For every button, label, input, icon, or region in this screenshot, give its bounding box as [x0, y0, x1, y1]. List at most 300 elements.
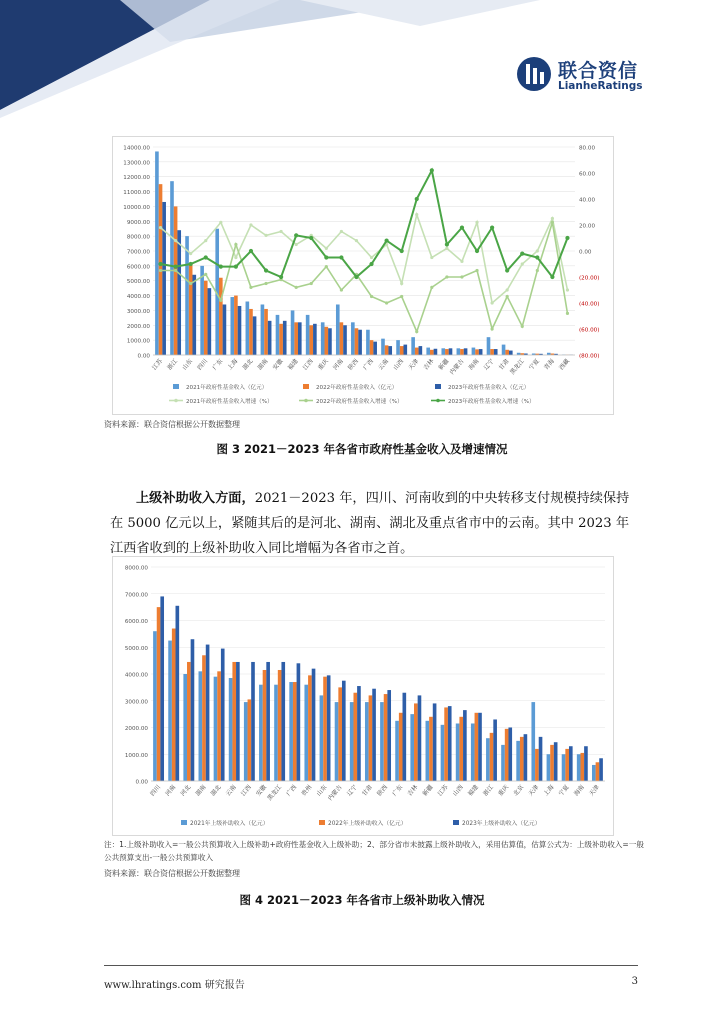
bar	[490, 733, 494, 781]
line-point	[506, 295, 509, 298]
bar	[419, 346, 423, 355]
line-point	[460, 226, 464, 230]
bar	[336, 304, 340, 355]
bar	[340, 322, 344, 355]
x-tick-label: 广东	[211, 357, 225, 372]
bar	[291, 310, 295, 355]
bar	[520, 737, 524, 781]
legend-swatch	[435, 384, 441, 389]
bar	[261, 304, 265, 355]
line-point	[279, 275, 283, 279]
line-point	[491, 301, 494, 304]
x-tick-label: 海南	[467, 357, 481, 372]
x-tick-label: 黑龙江	[508, 357, 526, 377]
bar	[429, 717, 433, 781]
line-point	[550, 275, 554, 279]
line-point	[234, 243, 237, 246]
line-point	[310, 282, 313, 285]
lianhe-logo-icon	[516, 56, 552, 92]
y2-tick-label: 20.00	[579, 223, 596, 230]
bar	[388, 346, 392, 355]
bar	[475, 713, 479, 781]
line-point	[264, 268, 268, 272]
bar	[592, 765, 596, 781]
figure4-chart	[112, 556, 614, 836]
x-tick-label: 天津	[407, 357, 421, 372]
bar	[554, 742, 558, 781]
y2-tick-label: (40.00)	[579, 301, 600, 308]
line-point	[445, 242, 449, 246]
line-point	[475, 249, 479, 253]
line-point	[159, 226, 162, 229]
x-tick-label: 新疆	[421, 783, 435, 798]
bar	[357, 686, 361, 781]
figure4-caption: 图 4 2021－2023 年各省市上级补助收入情况	[239, 893, 485, 907]
y-tick-label: 14000.00	[123, 145, 150, 152]
bar	[569, 746, 573, 781]
bar	[229, 678, 233, 781]
bar	[217, 671, 221, 781]
bar	[353, 693, 357, 781]
line-point	[340, 288, 343, 291]
x-tick-label: 湖南	[194, 783, 208, 798]
x-tick-label: 湖北	[241, 357, 255, 372]
line-point	[445, 247, 448, 250]
bar	[365, 702, 369, 781]
bar	[448, 706, 452, 781]
line-point	[490, 226, 494, 230]
x-tick-label: 陕西	[376, 783, 390, 798]
bar	[155, 151, 159, 355]
line-point	[400, 249, 404, 253]
bar	[565, 749, 569, 781]
bar	[387, 690, 391, 781]
line-point	[460, 260, 463, 263]
bar	[328, 328, 332, 355]
bar	[219, 278, 223, 355]
line-point	[234, 256, 237, 259]
y-tick-label: 6000.00	[124, 619, 148, 625]
line-point	[551, 217, 554, 220]
legend-swatch	[174, 399, 178, 403]
bar	[505, 350, 509, 355]
x-tick-label: 内蒙古	[448, 357, 466, 377]
figure3-caption: 图 3 2021－2023 年各省市政府性基金收入及增速情况	[216, 442, 508, 456]
x-tick-label: 黑龙江	[266, 783, 284, 803]
bar	[380, 702, 384, 781]
legend-label: 2021年政府性基金收入增速（%）	[186, 399, 273, 405]
x-tick-label: 山西	[451, 783, 465, 798]
bar	[338, 687, 342, 781]
line-point	[219, 265, 223, 269]
bar	[298, 322, 302, 355]
line-point	[505, 268, 509, 272]
bar	[268, 321, 272, 355]
line-point	[204, 255, 208, 259]
line-point	[475, 269, 478, 272]
bar	[441, 348, 445, 355]
x-tick-label: 四川	[196, 357, 210, 372]
line-point	[400, 282, 403, 285]
company-logo	[516, 56, 646, 96]
y-tick-label: 1000.00	[126, 338, 150, 345]
bar	[177, 230, 181, 355]
legend-label: 2021年上级补助收入（亿元）	[190, 821, 269, 827]
line-point	[234, 265, 238, 269]
y2-tick-label: 60.00	[579, 171, 596, 178]
bar	[204, 281, 208, 355]
line-point	[536, 249, 539, 252]
bar	[400, 346, 404, 355]
bar	[187, 662, 191, 781]
x-tick-label: 江苏	[436, 783, 450, 798]
bar	[524, 734, 528, 781]
y-tick-label: 4000.00	[126, 294, 150, 301]
bar	[580, 753, 584, 781]
bar	[153, 631, 157, 781]
bar	[234, 296, 238, 355]
bar	[539, 737, 543, 781]
bar	[192, 275, 196, 355]
line-point	[339, 255, 343, 259]
bar	[441, 725, 445, 781]
bar	[342, 681, 346, 781]
line-point	[189, 262, 193, 266]
bar	[369, 695, 373, 781]
x-tick-label: 河北	[179, 783, 193, 798]
bar	[279, 324, 283, 355]
bar	[463, 710, 467, 781]
bar	[456, 723, 460, 781]
bar	[236, 662, 240, 781]
x-tick-label: 重庆	[497, 783, 511, 798]
bar	[350, 702, 354, 781]
x-tick-label: 山西	[392, 357, 406, 372]
line-point	[566, 288, 569, 291]
figure4-source: 资料来源：联合资信根据公开数据整理	[104, 869, 240, 878]
bar	[249, 309, 253, 355]
bar	[535, 749, 539, 781]
bar	[550, 745, 554, 781]
bar	[399, 713, 403, 781]
x-tick-label: 宁夏	[557, 783, 571, 798]
line-point	[354, 275, 358, 279]
legend-swatch	[303, 384, 309, 389]
bar	[313, 324, 317, 355]
bar	[185, 236, 189, 355]
bar	[232, 662, 236, 781]
bar	[172, 629, 176, 781]
legend-swatch	[181, 820, 187, 825]
bar	[505, 729, 509, 781]
line-point	[340, 230, 343, 233]
x-tick-label: 广西	[361, 357, 376, 372]
x-tick-label: 安徽	[254, 783, 269, 798]
bar	[384, 694, 388, 781]
legend-label: 2021年政府性基金收入（亿元）	[186, 385, 268, 391]
line-point	[294, 233, 298, 237]
x-tick-label: 天津	[527, 783, 541, 798]
logo-english-name: LianheRatings	[558, 80, 643, 92]
line-point	[521, 325, 524, 328]
line-point	[385, 239, 389, 243]
line-point	[369, 262, 373, 266]
bar	[373, 342, 377, 355]
bar	[202, 655, 206, 781]
line-point	[204, 273, 207, 276]
body-paragraph	[110, 486, 638, 561]
y2-tick-label: 40.00	[579, 197, 596, 204]
bar	[490, 349, 494, 355]
line-point	[521, 262, 524, 265]
bar	[411, 337, 415, 355]
bar	[276, 315, 280, 355]
y-tick-label: 13000.00	[123, 160, 150, 167]
line-point	[415, 197, 419, 201]
y-tick-label: 7000.00	[124, 592, 148, 599]
bar	[464, 348, 468, 355]
bar	[309, 325, 313, 355]
x-tick-label: 山东	[181, 357, 195, 372]
x-tick-label: 浙江	[166, 357, 180, 372]
bar	[434, 349, 438, 355]
bar	[478, 713, 482, 781]
x-tick-label: 江西	[301, 357, 315, 372]
x-tick-label: 广西	[285, 783, 299, 798]
y-tick-label: 5000.00	[126, 279, 150, 286]
bar	[208, 288, 212, 355]
figure4-svg	[113, 557, 613, 835]
line-point	[158, 262, 162, 266]
bar	[183, 674, 187, 781]
x-tick-label: 贵州	[300, 783, 314, 798]
y-tick-label: 9000.00	[126, 219, 150, 226]
bar	[206, 645, 210, 781]
bar	[189, 264, 193, 355]
x-tick-label: 辽宁	[482, 357, 496, 372]
bar	[584, 746, 588, 781]
page-number: 3	[631, 976, 638, 987]
figure3-chart	[112, 136, 614, 415]
bar	[191, 639, 195, 781]
bar	[509, 351, 513, 355]
bar	[471, 723, 475, 781]
paragraph-text: 2021－2023 年，四川、河南收到的中央转移支付规模持续保持在 5000 亿元以上，紧随其后的是河北、湖南、湖北及重点省市中的云南。其中 2023 年江西省收到的上级补助收入同比增幅为各省市之首。	[110, 491, 630, 556]
bar	[308, 675, 312, 781]
bar	[418, 695, 422, 781]
x-tick-label: 天津	[587, 783, 601, 798]
y-tick-label: 3000.00	[126, 308, 150, 315]
y-tick-label: 1000.00	[124, 752, 148, 759]
bar	[410, 714, 414, 781]
bar	[304, 685, 308, 781]
y-tick-label: 3000.00	[124, 699, 148, 706]
y-tick-label: 0.00	[135, 779, 148, 786]
bar	[294, 322, 298, 355]
line-point	[280, 230, 283, 233]
legend-swatch	[173, 384, 179, 389]
line-point	[535, 255, 539, 259]
line-point	[430, 286, 433, 289]
line-point	[565, 236, 569, 240]
line-point	[400, 295, 403, 298]
bar	[281, 662, 285, 781]
bar	[358, 330, 362, 355]
bar	[599, 758, 603, 781]
line-point	[249, 286, 252, 289]
x-tick-label: 安徽	[271, 357, 285, 372]
bar	[264, 309, 268, 355]
y-tick-label: 2000.00	[126, 323, 150, 330]
bar	[321, 322, 325, 355]
legend-swatch	[319, 820, 325, 825]
x-tick-label: 上海	[226, 357, 240, 372]
x-tick-label: 青海	[542, 357, 556, 372]
line-point	[264, 282, 267, 285]
bar	[200, 266, 204, 355]
x-tick-label: 陕西	[346, 357, 360, 372]
x-tick-label: 重庆	[316, 357, 330, 372]
line-point	[174, 269, 177, 272]
bar	[486, 738, 490, 781]
legend-label: 2022年政府性基金收入增速（%）	[316, 399, 403, 405]
line-point	[309, 236, 313, 240]
y-tick-label: 8000.00	[124, 565, 148, 572]
line-point	[159, 269, 162, 272]
line-point	[295, 243, 298, 246]
bar	[577, 754, 581, 781]
bar	[531, 702, 535, 781]
x-tick-label: 浙江	[481, 783, 496, 798]
bar	[325, 327, 329, 355]
bar	[297, 663, 301, 781]
y-tick-label: 5000.00	[124, 645, 148, 652]
line-point	[520, 252, 524, 256]
bar	[244, 702, 248, 781]
bar	[170, 181, 174, 355]
legend-label: 2023年上级补助收入（亿元）	[462, 821, 541, 827]
bar	[395, 721, 399, 781]
bar	[508, 728, 512, 782]
bar	[253, 316, 257, 355]
bar	[289, 682, 293, 781]
line-point	[204, 239, 207, 242]
x-tick-label: 湖南	[256, 357, 270, 372]
x-tick-label: 广东	[391, 783, 405, 798]
legend-label: 2022年政府性基金收入（亿元）	[316, 385, 398, 391]
bar	[460, 349, 464, 355]
bar	[168, 641, 172, 781]
bar	[445, 349, 449, 355]
bar	[502, 345, 506, 355]
footer-website: www.lhratings.com 研究报告	[104, 980, 245, 991]
x-tick-label: 云南	[377, 357, 391, 372]
bar	[355, 328, 359, 355]
y2-tick-label: 0.00	[579, 249, 592, 256]
bar	[320, 695, 324, 781]
line-point	[415, 330, 418, 333]
line-point	[551, 221, 554, 224]
x-tick-label: 海南	[572, 783, 586, 798]
bar	[547, 754, 551, 781]
line-point	[189, 282, 192, 285]
y-tick-label: 2000.00	[124, 726, 148, 732]
bar	[223, 304, 227, 355]
bar	[372, 689, 376, 781]
x-tick-label: 西藏	[557, 357, 571, 372]
bar	[351, 322, 355, 355]
bar	[385, 345, 389, 355]
bar	[475, 349, 479, 355]
bar	[160, 596, 164, 781]
bar	[246, 302, 250, 355]
bar	[274, 685, 278, 781]
x-tick-label: 宁夏	[527, 357, 541, 372]
x-tick-label: 上海	[542, 783, 556, 798]
y-tick-label: 8000.00	[126, 234, 150, 241]
line-point	[536, 269, 539, 272]
bar	[323, 677, 327, 781]
legend-swatch	[436, 399, 440, 403]
line-point	[249, 249, 253, 253]
bar	[266, 662, 270, 781]
line-point	[370, 256, 373, 259]
x-tick-label: 福建	[286, 357, 300, 372]
bar	[283, 321, 287, 355]
bar	[403, 693, 407, 781]
line-point	[324, 255, 328, 259]
logo-chinese-name: 联合资信	[558, 60, 639, 82]
bar	[381, 339, 385, 355]
x-tick-label: 吉林	[406, 783, 420, 798]
line-point	[445, 275, 448, 278]
line-point	[325, 265, 328, 268]
line-point	[219, 221, 222, 224]
bar	[214, 677, 218, 781]
bar	[263, 670, 267, 781]
x-tick-label: 河南	[164, 783, 178, 798]
bar	[238, 306, 242, 355]
line-point	[189, 252, 192, 255]
figure3-source: 资料来源：联合资信根据公开数据整理	[104, 420, 240, 429]
x-tick-label: 甘肃	[360, 783, 374, 798]
bar	[327, 675, 331, 781]
x-tick-label: 江西	[239, 783, 253, 798]
bar	[157, 607, 161, 781]
bar	[251, 662, 255, 781]
x-tick-label: 江苏	[150, 357, 165, 372]
y-tick-label: 0.00	[137, 353, 150, 360]
line-point	[415, 213, 418, 216]
bar	[199, 671, 203, 781]
x-tick-label: 山东	[315, 783, 329, 798]
legend-swatch	[453, 820, 459, 825]
x-tick-label: 四川	[149, 783, 163, 798]
bar	[433, 703, 437, 781]
paragraph-lead: 上级补助收入方面，	[136, 491, 255, 506]
x-tick-label: 甘肃	[497, 357, 511, 372]
x-tick-label: 新疆	[437, 357, 451, 372]
bar	[479, 349, 483, 355]
line-point	[295, 286, 298, 289]
bar	[487, 337, 491, 355]
y2-tick-label: (20.00)	[579, 275, 600, 282]
bar	[457, 348, 461, 355]
bar	[259, 685, 263, 781]
x-tick-label: 吉林	[422, 357, 436, 372]
bar	[248, 699, 252, 781]
line-point	[325, 247, 328, 250]
